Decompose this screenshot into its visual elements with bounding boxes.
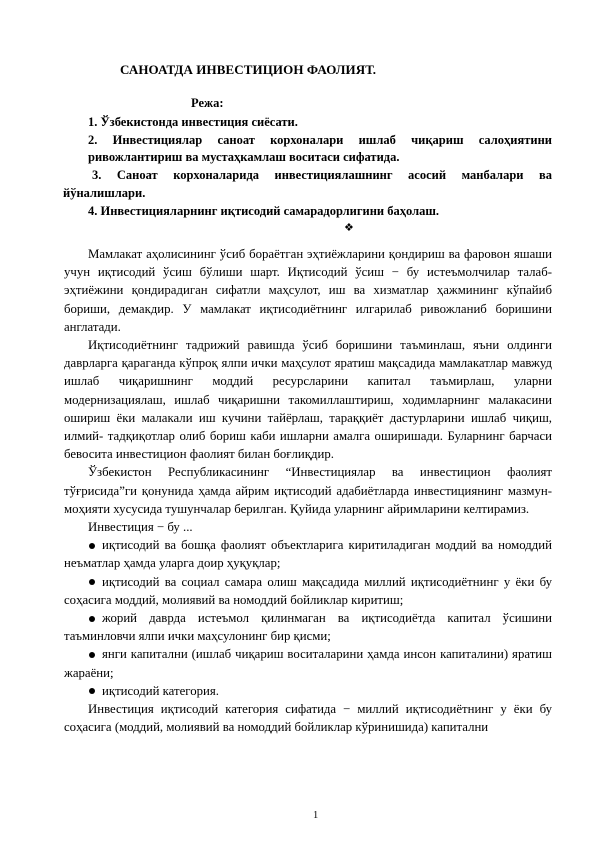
bullet-dot-icon (89, 616, 95, 622)
page-title: САНОАТДА ИНВЕСТИЦИОН ФАОЛИЯТ. (120, 62, 377, 77)
paragraph-4: Инвестиция − бу ... (88, 520, 193, 535)
diamond-ornament-icon: ❖ (344, 222, 354, 234)
bullet-dot-icon (89, 579, 95, 585)
bullet-item (64, 609, 552, 645)
plan-list (64, 114, 552, 220)
bullet-dot-icon (89, 652, 95, 658)
bullet-dot-icon (89, 543, 95, 549)
page-number: 1 (313, 810, 319, 821)
plan-item-4: 4. Инвестицияларнинг иқтисодий самарадорлигини баҳолаш. (88, 203, 440, 218)
closing-paragraph: Инвестиция иқтисодий категория сифатида − миллий иқтисодиётнинг у ёки бу соҳасига (моддий, молиявий ва номоддий бойликлар кўринишида) капитални (64, 702, 552, 735)
bullet-dot-icon (89, 688, 95, 694)
plan-item-1: 1. Ўзбекистонда инвестиция сиёсати. (88, 115, 298, 129)
bullet-item (64, 645, 552, 681)
bullet-item (64, 536, 552, 572)
bullet-item (64, 682, 552, 700)
paragraph-3: Ўзбекистон Республикасининг “Инвестициялар ва инвестицион фаолият тўғрисида”ги қонунида ҳамда айрим иқтисодий адабиётларда инвестициянинг мазмун-моҳияти хусусида тушунчалар берилган. Қуйида уларнинг айримларини келтирамиз. (64, 465, 552, 516)
paragraph-1: Мамлакат аҳолисининг ўсиб бораётган эҳтиёжларини қондириш ва фаровон яшаши учун иқтисодий ўсиш бўлиши шарт. Иқтисодий ўсиш − бу истеъмолчилар талаб-эҳтиёжини қондирадиган сифатли маҳсулот, иш ва хизматлар ҳажмининг кўпайиб бориши, демакдир. У мамлакат иқтисодиётнинг илгарилаб ривожланиб боришини англатади. (64, 247, 552, 334)
body-text (64, 245, 552, 736)
plan-item-2: 2. Инвестициялар саноат корхоналари ишлаб чиқариш салоҳиятини ривожлантириш ва мустаҳкамлаш воситаси сифатида. (88, 132, 552, 165)
bullet-text: иқтисодий ва бошқа фаолият объектларига киритиладиган моддий ва номоддий неъматлар ҳамда уларга доир ҳуқуқлар; (64, 538, 552, 571)
bullet-item (64, 573, 552, 609)
bullet-text: жорий даврда истеъмол қилинмаган ва иқтисодиётда капитал ўсишини таъминловчи ялпи ички маҳсулонинг бир қисми; (64, 611, 552, 644)
bullet-text: янги капитални (ишлаб чиқариш воситаларини ҳамда инсон капиталини) яратиш жараёни; (64, 647, 552, 680)
plan-item-3: 3. Саноат корхоналарида инвестициялашнинг асосий манбалари ва йўналишлари. (63, 168, 552, 200)
bullet-text: иқтисодий категория. (102, 683, 219, 698)
paragraph-2: Иқтисодиётнинг тадрижий равишда ўсиб боришини таъминлаш, яъни олдинги даврларга қараганда кўпроқ ялпи ички маҳсулот яратиш мақсадида мамлакатлар мавжуд ишлаб чиқаришнинг моддий ресурсларини капитал таъмирлаш, уларни модернизациялаш, ишлаб чиқаришни такомиллаштириш, ходимларнинг малакасини ошириш ёки малакали иш кучини тайёрлаш, тараққиёт дастурларини ишлаб чиқиш, илмий- тадқиқотлар олиб бориш каби ишларни амалга оширишади. Буларнинг барчаси бевосита инвестицион фаолият билан боғлиқдир. (64, 338, 552, 462)
plan-label: Режа: (191, 96, 224, 110)
bullet-text: иқтисодий ва социал самара олиш мақсадида миллий иқтисодиётнинг у ёки бу соҳасига моддий, молиявий ва номоддий бойликлар киритиш; (64, 574, 552, 607)
